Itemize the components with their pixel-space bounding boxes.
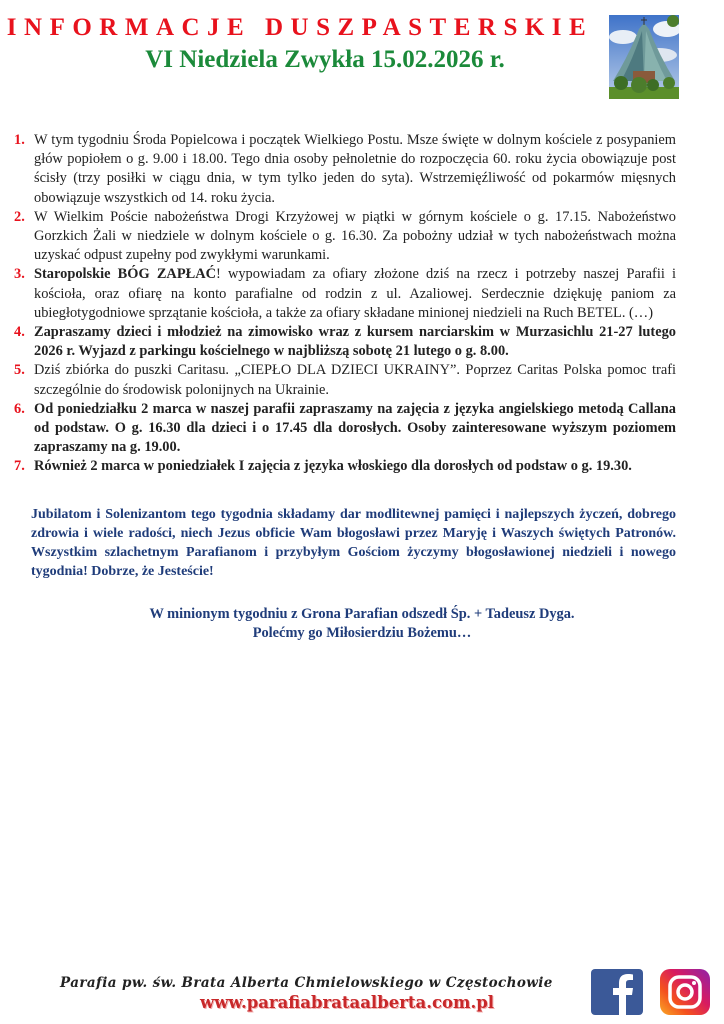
- announcement-item: [14, 208, 676, 266]
- item-text: W Wielkim Poście nabożeństwa Drogi Krzyżowej w piątki w górnym kościele o g. 17.15. Nabożeństwo Gorzkich Żali w niedziele w dolnym kościele o g. 16.30. Za pobożny udział w tych nabożeństwach można uzyskać odpust zupełny pod zwykłymi warunkami.: [34, 208, 676, 264]
- announcement-item: [14, 265, 676, 323]
- announcement-item: [14, 400, 676, 458]
- item-text: Dziś zbiórka do puszki Caritasu. „CIEPŁO DLA DZIECI UKRAINY”. Poprzez Caritas Polska pomoc trafi szczególnie do środowisk polonijnych na Ukrainie.: [34, 362, 676, 398]
- item-number: 1.: [14, 132, 25, 148]
- announcement-item: [14, 457, 676, 476]
- announcement-item: [14, 131, 676, 208]
- memoriam-block: [0, 605, 724, 643]
- facebook-icon[interactable]: [591, 969, 643, 1015]
- parish-name: Parafia pw. św. Brata Alberta Chmielowskiego w Częstochowie: [60, 975, 553, 991]
- item-number: 3.: [14, 266, 25, 283]
- wishes-paragraph: Jubilatom i Solenizantom tego tygodnia składamy dar modlitewnej pamięci i najlepszych życzeń, dobrego zdrowia i wiele radości, niech Jezus obficie Wam błogosławi przez Maryję i Waszych świętych Patronów. Wszystkim szlachetnym Parafianom i przybyłym Gościom życzymy błogosławionej niedzieli i nowego tygodnia! Dobrze, że Jesteście!: [31, 507, 676, 579]
- page-subtitle: VI Niedziela Zwykła 15.02.2026 r.: [145, 46, 505, 73]
- page-title: INFORMACJE DUSZPASTERSKIE: [6, 14, 594, 41]
- item-bold-text: Zapraszamy dzieci i młodzież na zimowisko wraz z kursem narciarskim w Murzasichlu 21-27 lutego 2026 r. Wyjazd z parkingu kościelnego w najbliższą sobotę 21 lutego o g. 8.00.: [34, 324, 676, 360]
- memoriam-line-1: W minionym tygodniu z Grona Parafian odszedł Śp. + Tadeusz Dyga.: [149, 606, 575, 622]
- item-number: 4.: [14, 324, 25, 341]
- item-text: W tym tygodniu Środa Popielcowa i początek Wielkiego Postu. Msze święte w dolnym kościele z posypaniem głów popiołem o g. 9.00 i 18.00. Tego dnia osoby pełnoletnie do rozpoczęcia 60. roku życia obowiązuje post ścisły (trzy posiłki w ciągu dnia, w tym tylko jeden do syta). Wstrzemięźliwość od pokarmów mięsnych obowiązuje wszystkich od 14. roku życia.: [34, 132, 676, 206]
- item-bold-text: Od poniedziałku 2 marca w naszej parafii zapraszamy na zajęcia z języka angielskiego metodą Callana od podstaw. O g. 16.30 dla dzieci i o 17.45 dla dorosłych. Osoby zainteresowane wyższym poziomem zapraszamy na g. 19.00.: [34, 400, 676, 456]
- announcement-item: [14, 361, 676, 399]
- memoriam-line-2: Polećmy go Miłosierdziu Bożemu…: [252, 625, 472, 641]
- item-bold-text: Staropolskie BÓG ZAPŁAĆ: [34, 266, 216, 283]
- item-text: ! wypowiadam za ofiary złożone dziś na rzecz i potrzeby naszej Parafii i kościoła, oraz ofiarę na konto parafialne od rodzin z ul. Azaliowej. Serdecznie dziękuję paniom za ubiegłotygodniowe sprzątanie kościoła, a także za ofiary składane minionej niedzieli na Ruch BETEL. (…): [34, 266, 676, 321]
- website-link[interactable]: www.parafiabrataalberta.com.pl: [200, 993, 495, 1012]
- item-number: 2.: [14, 208, 25, 225]
- instagram-icon[interactable]: [660, 969, 710, 1015]
- church-photo: [609, 15, 679, 99]
- announcement-item: [14, 323, 676, 361]
- item-number: 6.: [14, 400, 25, 417]
- item-number: 7.: [14, 458, 25, 475]
- announcements-list: [14, 131, 676, 477]
- item-number: 5.: [14, 362, 25, 379]
- item-bold-text: Również 2 marca w poniedziałek I zajęcia z języka włoskiego dla dorosłych od podstaw o g. 19.30.: [34, 458, 632, 475]
